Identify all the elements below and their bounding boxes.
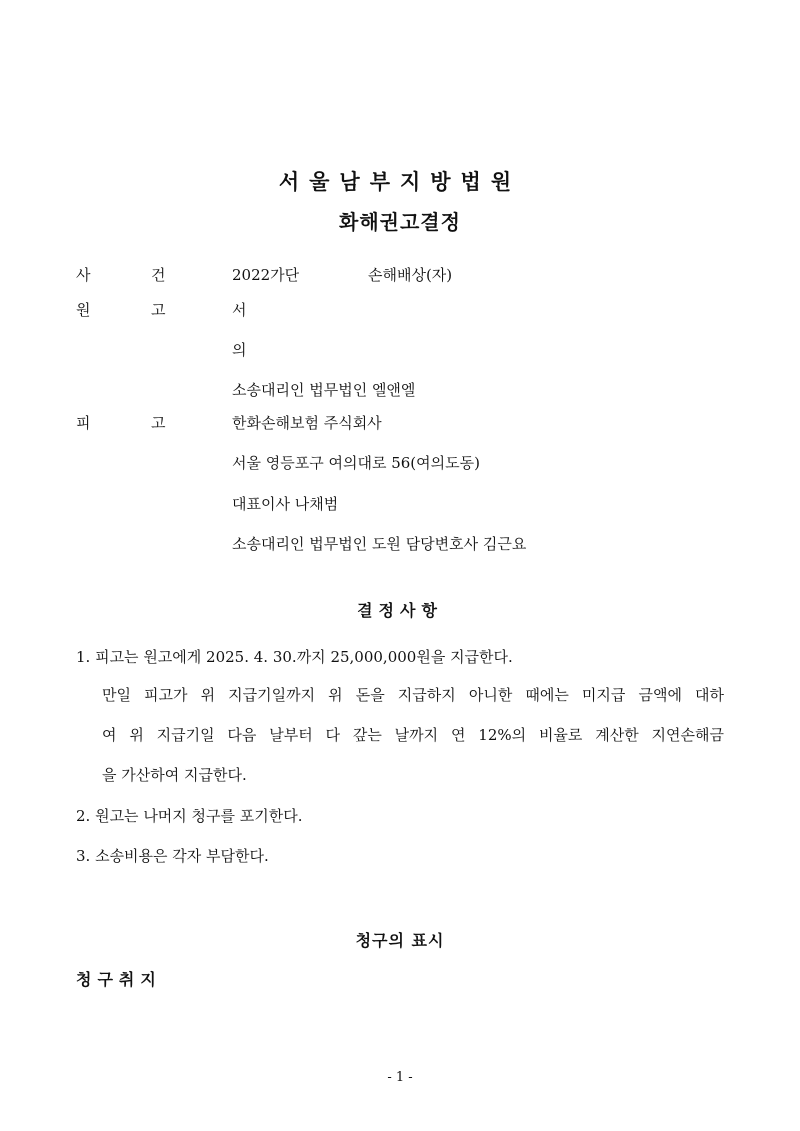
claims-purpose-heading: 청구취지 <box>76 970 162 989</box>
plaintiff-line2: 의 <box>232 341 247 359</box>
case-number: 2022가단 <box>232 266 300 284</box>
decision-item-1-detail-line1: 만일 피고가 위 지급기일까지 위 돈을 지급하지 아니한 때에는 미지급 금액에 대하 <box>102 686 724 704</box>
document-title: 화해권고결정 <box>339 210 461 234</box>
decision-item-1-detail-line3: 을 가산하여 지급한다. <box>102 766 247 784</box>
defendant-label-char2: 고 <box>151 414 166 432</box>
page-number: - 1 - <box>387 1070 413 1085</box>
decision-item-3: 3. 소송비용은 각자 부담한다. <box>76 847 269 865</box>
plaintiff-counsel: 소송대리인 법무법인 엘앤엘 <box>232 381 416 399</box>
plaintiff-name: 서 <box>232 301 247 319</box>
decision-item-1: 1. 피고는 원고에게 2025. 4. 30.까지 25,000,000원을 지급한다. <box>76 648 513 666</box>
decision-item-2: 2. 원고는 나머지 청구를 포기한다. <box>76 807 303 825</box>
case-name: 손해배상(자) <box>368 266 453 284</box>
case-label-char1: 사 <box>76 266 91 284</box>
plaintiff-label-char2: 고 <box>151 301 166 319</box>
claims-heading: 청구의 표시 <box>355 931 445 950</box>
plaintiff-label-char1: 원 <box>76 301 91 319</box>
defendant-address: 서울 영등포구 여의대로 56(여의도동) <box>232 454 480 472</box>
defendant-label-char1: 피 <box>76 414 91 432</box>
defendant-representative: 대표이사 나채범 <box>232 495 339 513</box>
decision-item-1-detail-line2: 여 위 지급기일 다음 날부터 다 갚는 날까지 연 12%의 비율로 계산한 지연손해금 <box>102 726 724 744</box>
case-label-char2: 건 <box>151 266 166 284</box>
decision-heading: 결정사항 <box>357 601 443 620</box>
defendant-name: 한화손해보험 주식회사 <box>232 414 382 432</box>
court-name: 서울남부지방법원 <box>278 170 522 194</box>
defendant-counsel: 소송대리인 법무법인 도원 담당변호사 김근요 <box>232 535 527 553</box>
